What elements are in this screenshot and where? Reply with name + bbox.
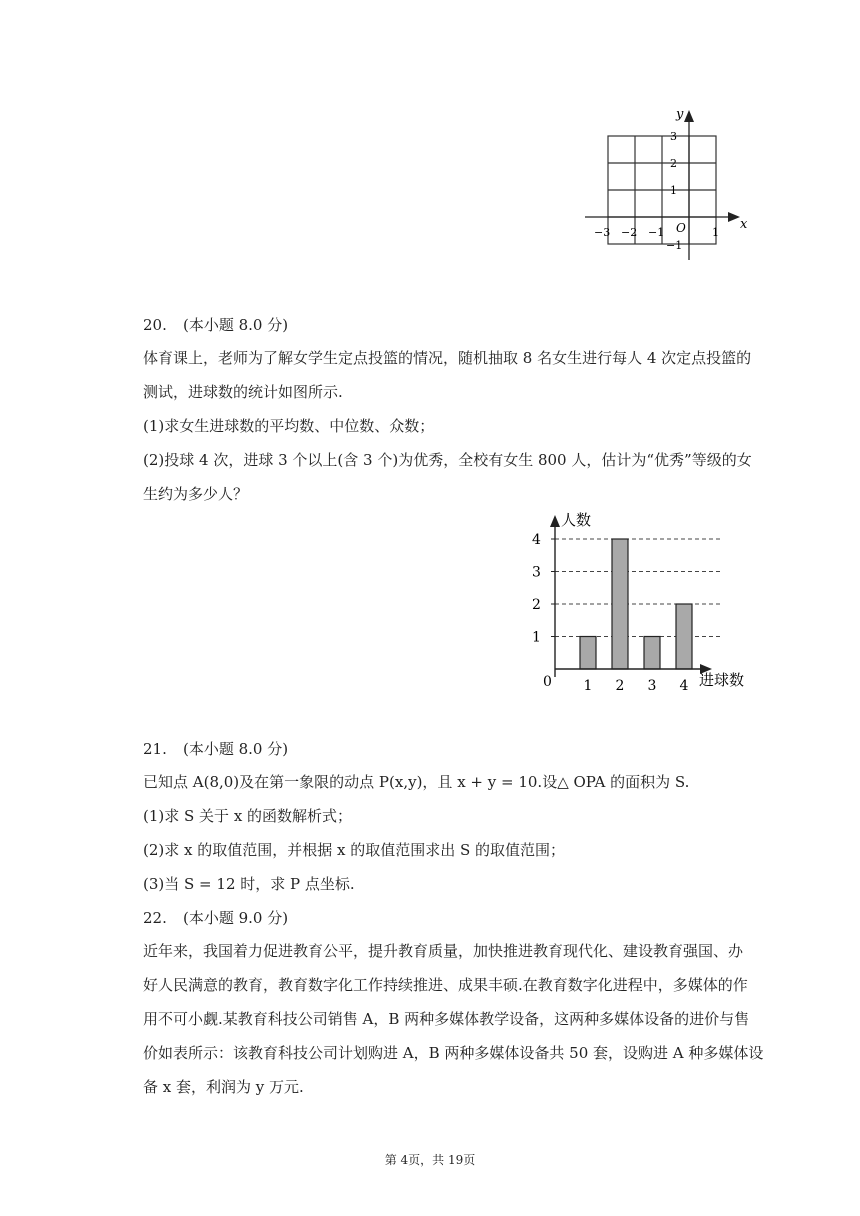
y-tick-label: 3 [670, 130, 677, 143]
y-tick-label: 1 [532, 629, 541, 646]
question-22-line: 用不可小觑.某教育科技公司销售 A，B 两种多媒体教学设备，这两种多媒体设备的进价与售 [143, 1010, 750, 1028]
question-number: 21. [143, 740, 167, 758]
question-number: 20. [143, 316, 167, 334]
y-axis-arrow [684, 110, 694, 122]
y-tick-label: 1 [670, 184, 677, 197]
x-tick-label: −1 [648, 226, 665, 239]
question-20-line: (1)求女生进球数的平均数、中位数、众数； [143, 417, 435, 435]
question-21-line: (3)当 S = 12 时，求 P 点坐标. [143, 875, 355, 893]
y-tick-label: 3 [532, 564, 541, 581]
bar [644, 637, 660, 670]
bar [612, 539, 628, 669]
x-tick-label: 4 [679, 678, 689, 694]
question-21-line: (2)求 x 的取值范围，并根据 x 的取值范围求出 S 的取值范围； [143, 841, 566, 859]
question-22-line: 近年来，我国着力促进教育公平，提升教育质量，加快推进教育现代化、建设教育强国、办 [143, 942, 744, 960]
y-axis-arrow [550, 515, 560, 527]
y-tick-label: 4 [532, 532, 541, 548]
question-22-line: 备 x 套，利润为 y 万元. [143, 1078, 304, 1096]
question-20-line: 体育课上，老师为了解女学生定点投篮的情况，随机抽取 8 名女生进行每人 4 次定点投篮的 [143, 349, 752, 367]
question-20-header [143, 314, 288, 335]
x-axis-label: x [740, 217, 748, 232]
question-score: (本小题 9.0 分) [183, 909, 289, 927]
question-score: (本小题 8.0 分) [183, 740, 289, 758]
origin-label: 0 [543, 674, 552, 690]
x-tick-label: 1 [712, 226, 719, 239]
question-21-header [143, 738, 288, 759]
question-21-line: (1)求 S 关于 x 的函数解析式； [143, 807, 353, 825]
x-tick-label: −3 [594, 226, 611, 239]
y-tick-label: −1 [666, 239, 683, 252]
question-22-line: 价如表所示：该教育科技公司计划购进 A，B 两种多媒体设备共 50 套，设购进 A 种多媒体设 [143, 1044, 764, 1062]
y-axis-label: y [676, 107, 684, 122]
question-22-header [143, 907, 288, 928]
coordinate-grid-figure [580, 100, 760, 270]
question-21-line: 已知点 A(8,0)及在第一象限的动点 P(x,y)，且 x + y = 10.设△ OPA 的面积为 S. [143, 773, 690, 791]
x-axis-label: 进球数 [699, 671, 745, 689]
bar-chart [525, 505, 760, 695]
x-axis-arrow [728, 212, 740, 222]
question-20-line: 测试，进球数的统计如图所示. [143, 383, 343, 401]
x-tick-label: 2 [615, 678, 625, 694]
question-number: 22. [143, 909, 167, 927]
y-axis-label: 人数 [561, 511, 592, 529]
origin-label: O [676, 221, 686, 235]
bar [580, 637, 596, 670]
x-tick-label: −2 [621, 226, 638, 239]
x-tick-label: 1 [583, 678, 593, 694]
question-20-line: (2)投球 4 次，进球 3 个以上(含 3 个)为优秀，全校有女生 800 人，估计为“优秀”等级的女 [143, 451, 752, 469]
y-tick-label: 2 [670, 157, 677, 170]
question-score: (本小题 8.0 分) [183, 316, 289, 334]
page-footer: 第 4页，共 19页 [384, 1153, 476, 1167]
question-20-line: 生约为多少人？ [143, 485, 249, 503]
y-tick-label: 2 [532, 597, 541, 613]
question-22-line: 好人民满意的教育，教育数字化工作持续推进、成果丰硕.在教育数字化进程中，多媒体的作 [143, 976, 748, 994]
x-tick-label: 3 [647, 678, 657, 694]
bar [676, 604, 692, 669]
